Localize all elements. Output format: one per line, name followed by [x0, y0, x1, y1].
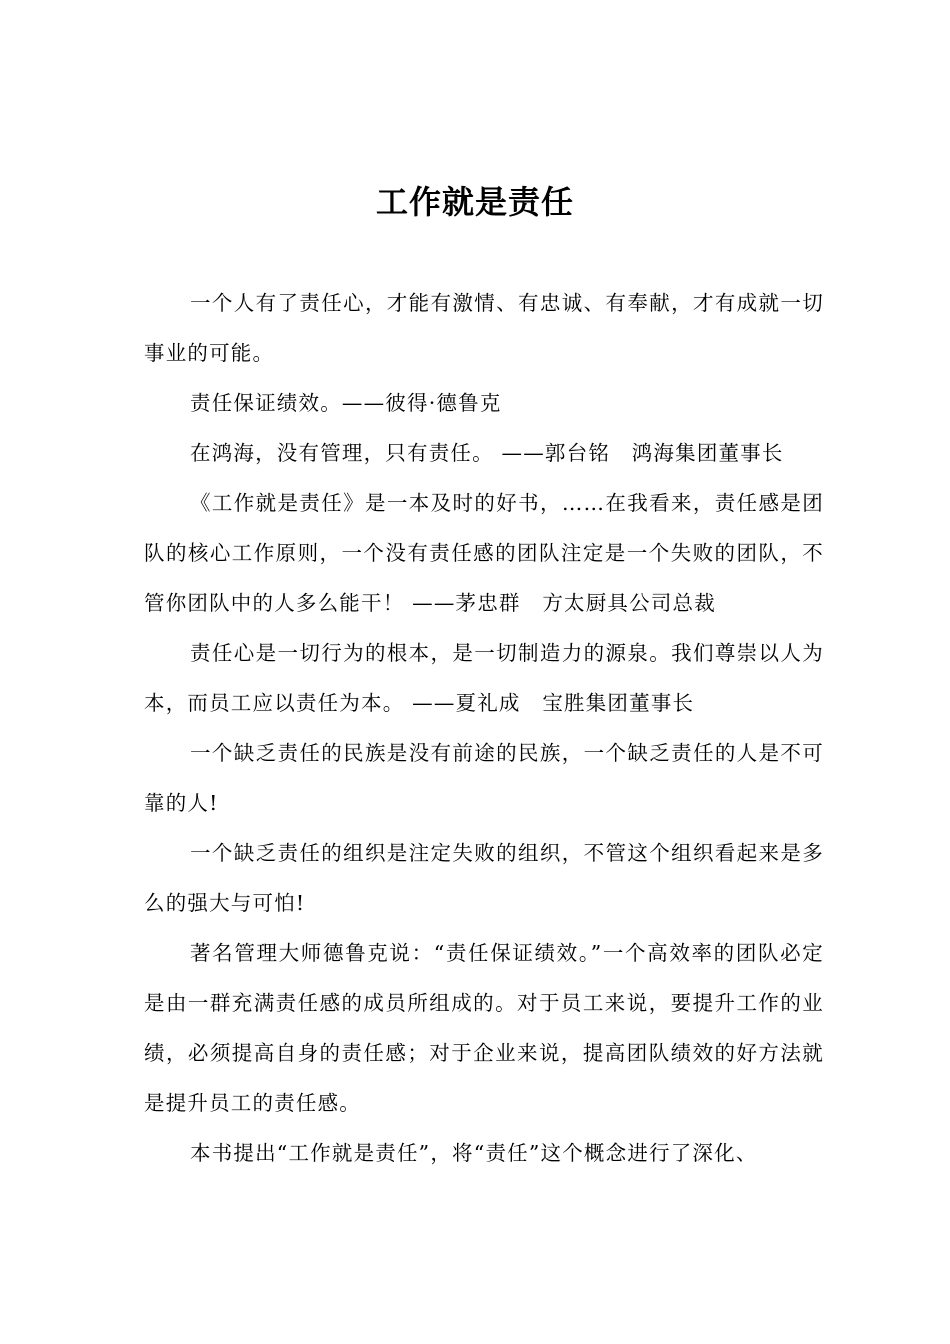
paragraph: 著名管理大师德鲁克说：“责任保证绩效。”一个高效率的团队必定是由一群充满责任感的成员所组成的。对于员工来说，要提升工作的业绩，必须提高自身的责任感；对于企业来说，提高团队绩效的好方法就是提升员工的责任感。: [144, 941, 824, 1115]
quote-paragraph: 《工作就是责任》是一本及时的好书，……在我看来，责任感是团队的核心工作原则，一个没有责任感的团队注定是一个失败的团队，不管你团队中的人多么能干！ ——茅忠群 方太厨具公司总裁: [144, 491, 824, 615]
quote-paragraph: 在鸿海，没有管理，只有责任。 ——郭台铭 鸿海集团董事长: [190, 441, 784, 465]
paragraph: 一个缺乏责任的民族是没有前途的民族，一个缺乏责任的人是不可靠的人!: [144, 741, 824, 815]
document-body: [144, 278, 824, 1178]
quote-paragraph: 责任保证绩效。——彼得·德鲁克: [190, 391, 502, 415]
paragraph: 本书提出“工作就是责任”，将“责任”这个概念进行了深化、: [190, 1141, 758, 1165]
paragraph: 一个缺乏责任的组织是注定失败的组织，不管这个组织看起来是多么的强大与可怕!: [144, 841, 824, 915]
quote-paragraph: 责任心是一切行为的根本，是一切制造力的源泉。我们尊崇以人为本，而员工应以责任为本。 ——夏礼成 宝胜集团董事长: [144, 641, 824, 715]
page-title: 工作就是责任: [375, 183, 574, 221]
paragraph: 一个人有了责任心，才能有激情、有忠诚、有奉献，才有成就一切事业的可能。: [144, 291, 824, 365]
